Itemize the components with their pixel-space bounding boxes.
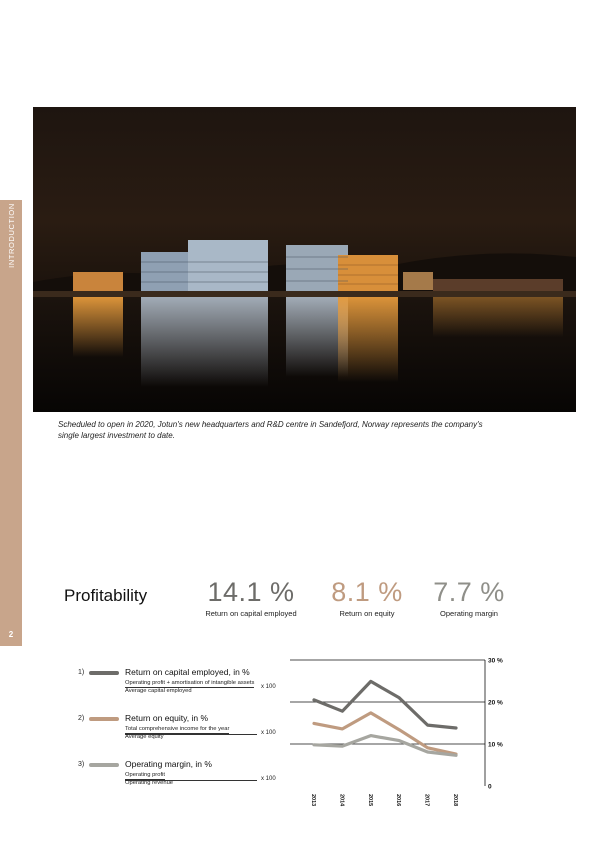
formula-numerator: Total comprehensive income for the year: [125, 726, 230, 732]
kpi-label: Operating margin: [440, 609, 498, 618]
profitability-title: Profitability: [64, 586, 148, 605]
x-tick-label: 2017: [423, 794, 430, 807]
legend-title: Return on equity, in %: [125, 713, 208, 723]
formula-denominator: Average equity: [125, 734, 164, 740]
formula-denominator: Average capital employed: [125, 688, 192, 694]
series-line-3: [314, 736, 456, 756]
formula-denominator: Operating revenue: [125, 780, 174, 786]
headquarters-photo: [33, 107, 576, 412]
formula-numerator: Operating profit + amortisation of intangible assets: [125, 680, 255, 686]
legend-swatch: [89, 763, 119, 767]
series-line-2: [314, 713, 456, 754]
section-label: INTRODUCTION: [6, 202, 16, 268]
x-tick-label: 2013: [310, 794, 316, 807]
kpi-label: Return on equity: [339, 609, 395, 618]
x-tick-label: 2016: [395, 794, 402, 807]
y-tick-label: 20 %: [488, 699, 503, 707]
x-tick-label: 2018: [452, 794, 458, 807]
formula-numerator: Operating profit: [125, 772, 165, 778]
y-tick-label: 30 %: [488, 657, 503, 665]
y-tick-label: 10 %: [488, 741, 503, 749]
legend-number: 1): [78, 669, 85, 676]
profitability-line-chart: [290, 652, 520, 812]
legend-swatch: [89, 671, 119, 675]
legend-title: Operating margin, in %: [125, 759, 212, 769]
y-tick-label: 0: [488, 783, 492, 791]
legend-swatch: [89, 717, 119, 721]
x-tick-label: 2015: [366, 794, 373, 807]
legend-title: Return on capital employed, in %: [125, 667, 250, 677]
formula-multiplier: x 100: [261, 730, 276, 736]
kpi-label: Return on capital employed: [205, 609, 297, 618]
kpi-value: 14.1 %: [207, 577, 295, 607]
kpi-value: 8.1 %: [331, 577, 403, 607]
photo-caption: Scheduled to open in 2020, Jotun's new headquarters and R&D centre in Sandefjord, Norway represents the company's single largest investment to date.: [58, 420, 483, 440]
formula-multiplier: x 100: [261, 776, 276, 782]
kpi-operating-margin: [404, 576, 534, 618]
x-tick-label: 2014: [338, 794, 345, 807]
legend-number: 2): [78, 715, 85, 722]
page-number: 2: [8, 630, 14, 639]
legend-number: 3): [78, 761, 85, 768]
kpi-value: 7.7 %: [433, 577, 505, 607]
formula-multiplier: x 100: [261, 684, 276, 690]
kpi-return-on-capital-employed: [186, 576, 316, 618]
